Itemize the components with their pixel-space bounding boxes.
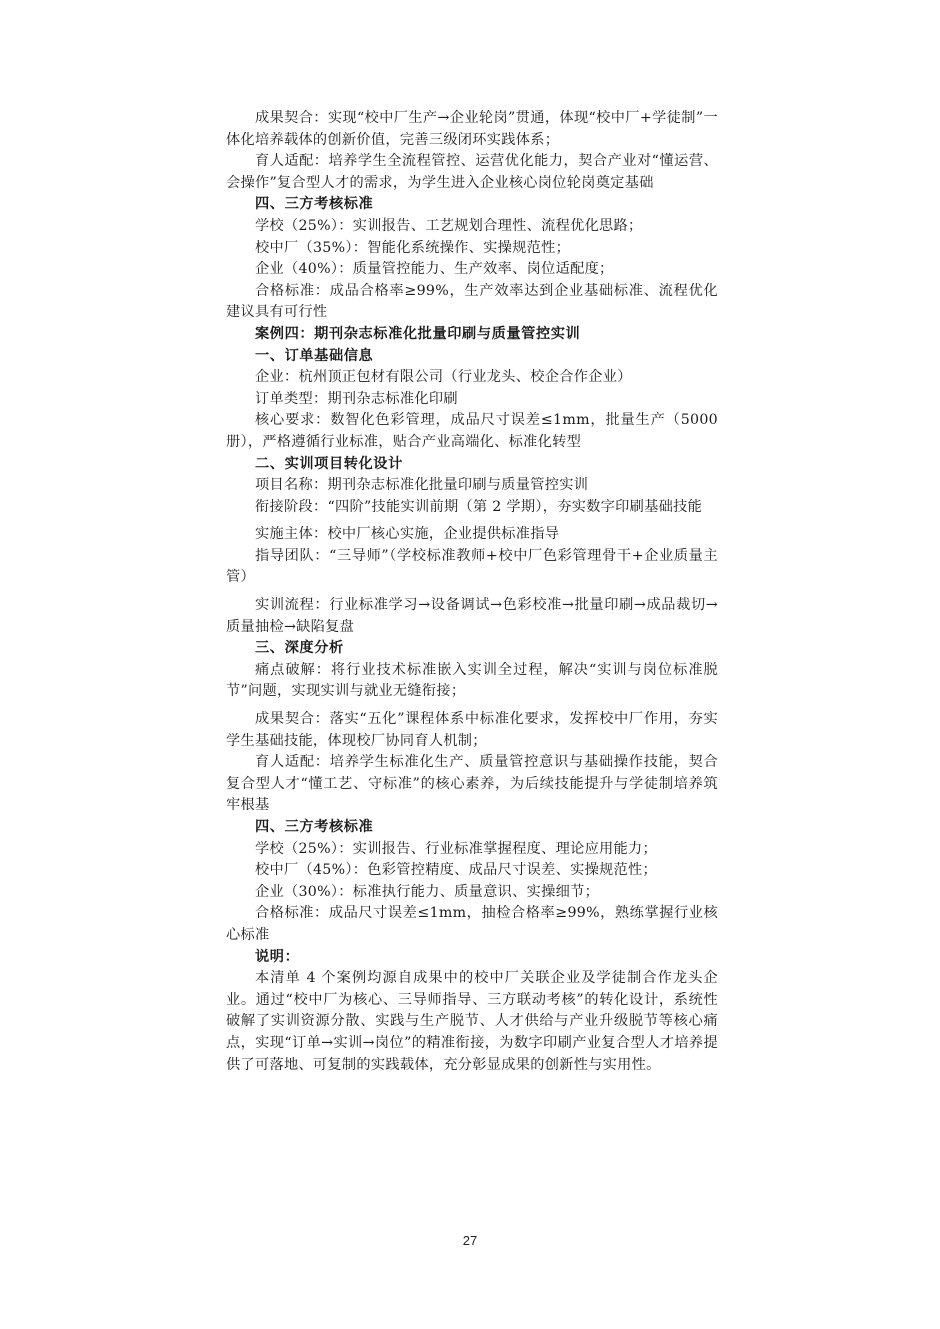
body-paragraph: 合格标准：成品合格率≥99%，生产效率达到企业基础标准、流程优化建议具有可行性 — [226, 282, 718, 321]
body-paragraph: 合格标准：成品尺寸误差≤1mm，抽检合格率≥99%，熟练掌握行业核心标准 — [226, 905, 718, 943]
body-paragraph: 成果契合：实现“校中厂生产→企业轮岗”贯通，体现“校中厂+学徒制”一体化培养载体的创新价值，完善三级闭环实践体系； — [226, 110, 718, 148]
body-paragraph: 校中厂（45%）：色彩管控精度、成品尺寸误差、实操规范性； — [255, 862, 658, 879]
section-heading: 四、三方考核标准 — [255, 819, 374, 835]
body-paragraph: 核心要求：数智化色彩管理，成品尺寸误差≤1mm，批量生产（5000册），严格遵循行业标准，贴合产业高端化、标准化转型 — [226, 412, 718, 450]
body-paragraph: 企业（30%）：标准执行能力、质量意识、实操细节； — [255, 883, 600, 900]
body-paragraph: 成果契合：落实“五化”课程体系中标准化要求，发挥校中厂作用，夯实学生基础技能，体现校厂协同育人机制； — [226, 711, 718, 749]
body-paragraph: 校中厂（35%）：智能化系统操作、实操规范性； — [255, 239, 571, 256]
section-heading: 案例四：期刊杂志标准化批量印刷与质量管控实训 — [255, 325, 581, 342]
body-paragraph: 本清单 4 个案例均源自成果中的校中厂关联企业及学徒制合作龙头企业。通过“校中厂为核心、三导师指导、三方联动考核”的转化设计，系统性破解了实训资源分散、实践与生产脱节、人才供给与产业升级脱节等核心痛点，实现“订单→实训→岗位”的精准衔接，为数字印刷产业复合型人才培养提供了可落地、可复制的实践载体，充分彰显成果的创新性与实用性。 — [226, 970, 718, 1073]
body-paragraph: 学校（25%）：实训报告、工艺规划合理性、流程优化思路； — [255, 217, 643, 234]
body-paragraph: 实训流程：行业标准学习→设备调试→色彩校准→批量印刷→成品裁切→质量抽检→缺陷复盘 — [226, 597, 718, 635]
page-number: 27 — [462, 1233, 478, 1248]
section-heading: 一、订单基础信息 — [255, 347, 374, 364]
body-paragraph: 企业（40%）：质量管控能力、生产效率、岗位适配度； — [255, 261, 614, 278]
section-heading: 四、三方考核标准 — [255, 196, 374, 213]
body-paragraph: 实施主体：校中厂核心实施，企业提供标准指导 — [255, 526, 560, 543]
body-paragraph: 育人适配：培养学生标准化生产、质量管控意识与基础操作技能，契合复合型人才“懂工艺、守标准”的核心素养，为后续技能提升与学徒制培养筑牢根基 — [226, 754, 718, 814]
section-heading: 三、深度分析 — [255, 640, 344, 657]
body-paragraph: 企业：杭州顶正包材有限公司（行业龙头、校企合作企业） — [255, 369, 632, 386]
body-paragraph: 育人适配：培养学生全流程管控、运营优化能力，契合产业对“懂运营、会操作”复合型人才的需求，为学生进入企业核心岗位轮岗奠定基础 — [226, 153, 718, 191]
body-paragraph: 衔接阶段：“四阶”技能实训前期（第 2 学期），夯实数字印刷基础技能 — [255, 498, 703, 515]
section-heading: 二、实训项目转化设计 — [255, 455, 403, 472]
body-paragraph: 痛点破解：将行业技术标准嵌入实训全过程，解决“实训与岗位标准脱节”问题，实现实训与就业无缝衔接； — [226, 661, 718, 700]
body-paragraph: 指导团队：“三导师”（学校标准教师+校中厂色彩管理骨干+企业质量主管） — [226, 547, 718, 586]
body-paragraph: 项目名称：期刊杂志标准化批量印刷与质量管控实训 — [255, 477, 589, 494]
section-heading: 说明： — [255, 948, 300, 965]
body-paragraph: 订单类型：期刊杂志标准化印刷 — [255, 390, 458, 407]
document-body — [226, 108, 718, 1076]
body-paragraph: 学校（25%）：实训报告、行业标准掌握程度、理论应用能力； — [255, 840, 658, 857]
